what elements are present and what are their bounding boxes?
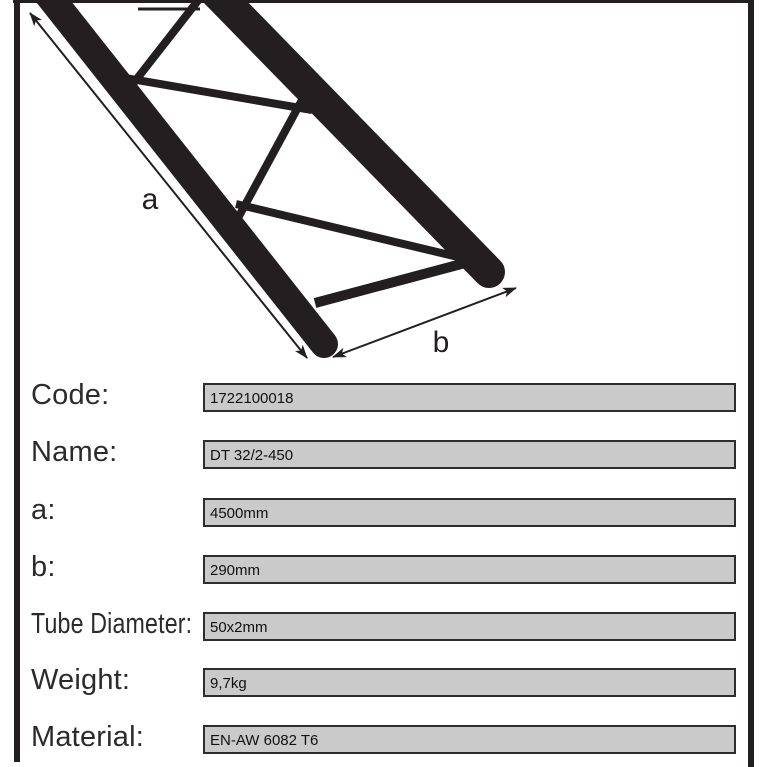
spec-row-weight <box>0 664 767 702</box>
a-label: a: <box>31 494 56 526</box>
truss-drawing <box>0 0 767 380</box>
spec-row-b <box>0 551 767 589</box>
a-field[interactable]: 4500mm <box>203 498 736 527</box>
dimension-label-b: b <box>432 326 450 359</box>
spec-row-code <box>0 379 767 417</box>
code-label: Code: <box>31 379 110 411</box>
tube-diameter-label: Tube Diameter: <box>31 608 193 640</box>
material-field[interactable]: EN-AW 6082 T6 <box>203 725 736 754</box>
dimension-arrow-b <box>333 288 516 357</box>
weight-label: Weight: <box>31 664 131 696</box>
tube-diameter-field[interactable]: 50x2mm <box>203 612 736 641</box>
spec-row-a <box>0 494 767 532</box>
b-field[interactable]: 290mm <box>203 555 736 584</box>
spec-row-material <box>0 721 767 759</box>
spec-row-tube-diameter <box>0 608 767 646</box>
material-label: Material: <box>31 721 144 753</box>
code-field[interactable]: 1722100018 <box>203 383 736 412</box>
weight-field[interactable]: 9,7kg <box>203 668 736 697</box>
b-label: b: <box>31 551 56 583</box>
name-field[interactable]: DT 32/2-450 <box>203 440 736 469</box>
dimension-label-a: a <box>141 183 159 216</box>
name-label: Name: <box>31 436 118 468</box>
spec-row-name <box>0 436 767 474</box>
